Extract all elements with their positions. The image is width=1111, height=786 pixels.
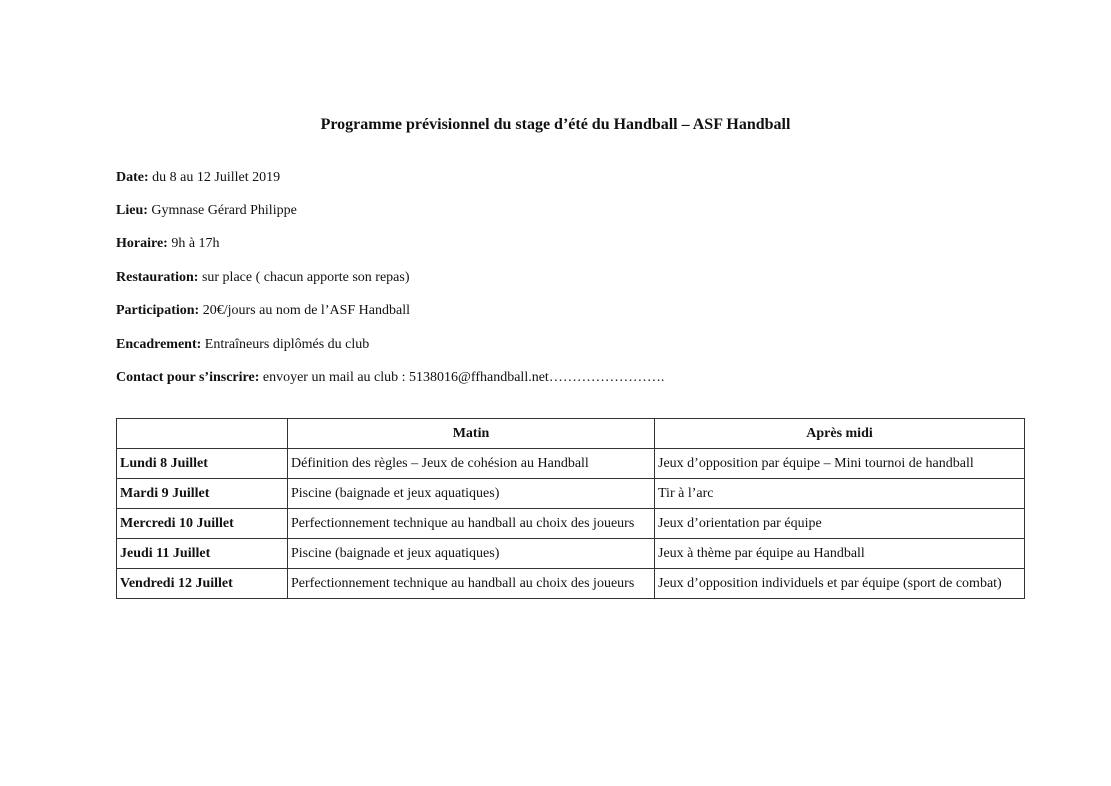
info-value-restauration: sur place ( chacun apporte son repas) — [198, 270, 410, 285]
header-day — [117, 419, 288, 449]
info-label-restauration: Restauration: — [116, 270, 199, 285]
morning-cell: Piscine (baignade et jeux aquatiques) — [288, 479, 655, 509]
day-cell: Mercredi 10 Juillet — [117, 509, 288, 539]
table-row — [117, 449, 1025, 479]
info-line-contact — [116, 370, 664, 386]
header-matin: Matin — [288, 419, 655, 449]
table-row — [117, 569, 1025, 599]
header-apres-midi: Après midi — [655, 419, 1025, 449]
info-line-horaire — [116, 236, 220, 252]
info-line-restauration — [116, 270, 410, 286]
morning-cell: Définition des règles – Jeux de cohésion au Handball — [288, 449, 655, 479]
info-line-date — [116, 170, 280, 186]
info-line-lieu — [116, 203, 297, 219]
info-label-encadrement: Encadrement: — [116, 337, 202, 352]
morning-cell: Perfectionnement technique au handball au choix des joueurs — [288, 569, 655, 599]
info-line-participation — [116, 303, 410, 319]
afternoon-cell: Jeux d’opposition par équipe – Mini tournoi de handball — [655, 449, 1025, 479]
table-row — [117, 539, 1025, 569]
afternoon-cell: Jeux d’orientation par équipe — [655, 509, 1025, 539]
info-value-date: du 8 au 12 Juillet 2019 — [148, 170, 281, 185]
info-value-contact: envoyer un mail au club : 5138016@ffhandball.net……………………. — [259, 370, 665, 385]
day-cell: Mardi 9 Juillet — [117, 479, 288, 509]
morning-cell: Perfectionnement technique au handball au choix des joueurs — [288, 509, 655, 539]
page-title: Programme prévisionnel du stage d’été du Handball – ASF Handball — [320, 116, 791, 133]
day-cell: Lundi 8 Juillet — [117, 449, 288, 479]
info-label-contact: Contact pour s’inscrire: — [116, 370, 260, 385]
table-row — [117, 509, 1025, 539]
info-line-encadrement — [116, 337, 369, 353]
info-label-participation: Participation: — [116, 303, 200, 318]
table-header-row — [117, 419, 1025, 449]
afternoon-cell: Tir à l’arc — [655, 479, 1025, 509]
info-value-horaire: 9h à 17h — [167, 236, 220, 251]
info-label-horaire: Horaire: — [116, 236, 168, 251]
day-cell: Vendredi 12 Juillet — [117, 569, 288, 599]
info-value-participation: 20€/jours au nom de l’ASF Handball — [199, 303, 410, 318]
info-label-date: Date: — [116, 170, 149, 185]
afternoon-cell: Jeux à thème par équipe au Handball — [655, 539, 1025, 569]
day-cell: Jeudi 11 Juillet — [117, 539, 288, 569]
afternoon-cell: Jeux d’opposition individuels et par équipe (sport de combat) — [655, 569, 1025, 599]
info-value-encadrement: Entraîneurs diplômés du club — [201, 337, 370, 352]
info-label-lieu: Lieu: — [116, 203, 148, 218]
table-row — [117, 479, 1025, 509]
morning-cell: Piscine (baignade et jeux aquatiques) — [288, 539, 655, 569]
info-value-lieu: Gymnase Gérard Philippe — [147, 203, 297, 218]
schedule-table — [116, 418, 1025, 599]
